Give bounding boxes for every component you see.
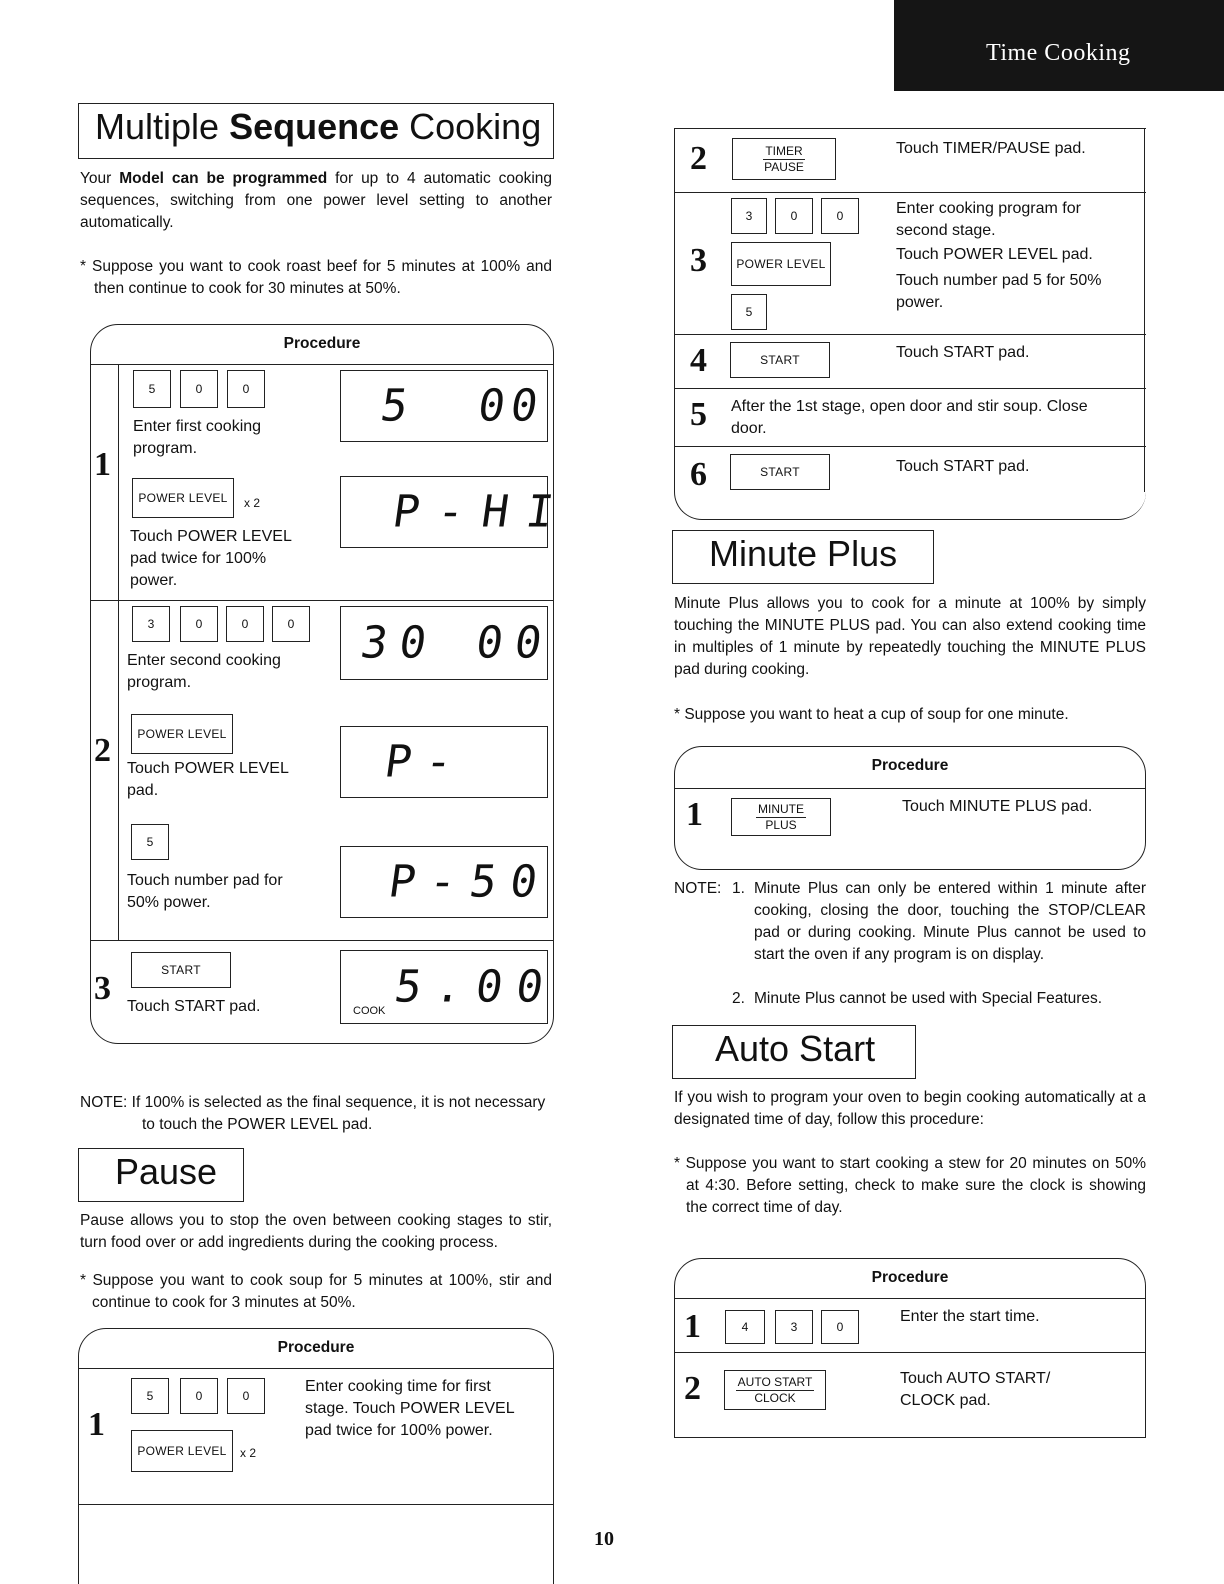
number-pad-5[interactable]: 5 (131, 1378, 169, 1414)
msc-example: * Suppose you want to cook roast beef for 5 minutes at 100% and then continue to cook for 30 minutes at 50%. (80, 258, 552, 297)
display-readout: 30 00 (357, 617, 558, 669)
number-pad-0[interactable]: 0 (227, 1378, 265, 1414)
minute-plus-button[interactable]: MINUTE PLUS (731, 798, 831, 836)
step-number: 5 (690, 396, 707, 433)
auto-start-clock-button[interactable]: AUTO START CLOCK (724, 1370, 826, 1410)
step-instruction: Touch MINUTE PLUS pad. (902, 798, 1093, 815)
step-instruction: Touch START pad. (896, 458, 1030, 475)
number-pad-0[interactable]: 0 (272, 606, 310, 642)
step-instruction: After the 1st stage, open door and stir soup. Close door. (731, 398, 1088, 437)
step-number: 2 (684, 1370, 701, 1407)
start-button[interactable]: START (730, 454, 830, 490)
display-readout: P- (381, 736, 470, 788)
press-count: x 2 (240, 1446, 257, 1460)
step-instruction: Touch START pad. (127, 998, 261, 1015)
number-pad-0[interactable]: 0 (226, 606, 264, 642)
number-pad-5[interactable]: 5 (133, 370, 171, 408)
press-count: x 2 (244, 496, 261, 510)
number-pad-0[interactable]: 0 (775, 198, 813, 234)
step-instruction: Enter the start time. (900, 1308, 1040, 1325)
power-level-button[interactable]: POWER LEVEL (131, 714, 233, 754)
oven-display (340, 370, 548, 442)
timer-pause-button[interactable]: TIMER PAUSE (732, 138, 836, 180)
oven-display (340, 606, 558, 680)
power-level-button[interactable]: POWER LEVEL (731, 242, 831, 286)
step-number: 3 (690, 242, 707, 279)
minute-plus-example: * Suppose you want to heat a cup of soup for one minute. (674, 706, 1069, 723)
number-pad-0[interactable]: 0 (180, 370, 218, 408)
step-instruction: Touch AUTO START/ CLOCK pad. (900, 1370, 1051, 1409)
page-number: 10 (594, 1528, 614, 1550)
number-pad-4[interactable]: 4 (725, 1310, 765, 1344)
note-number: 2. (732, 990, 745, 1007)
number-pad-3[interactable]: 3 (775, 1310, 813, 1344)
step-number: 1 (686, 796, 703, 833)
pause-example: * Suppose you want to cook soup for 5 minutes at 100%, stir and continue to cook for 3 minutes at 50%. (80, 1272, 552, 1311)
multiple-sequence-title: Multiple Sequence Cooking (78, 103, 554, 159)
step-number: 2 (690, 140, 707, 177)
msc-note: NOTE: If 100% is selected as the final sequence, it is not necessary to touch the POWER LEVEL pad. (80, 1094, 546, 1133)
number-pad-0[interactable]: 0 (180, 1378, 218, 1414)
display-readout: 5 00 (377, 380, 548, 432)
procedure-heading: Procedure (871, 757, 949, 774)
step-instruction: Enter cooking time for first stage. Touch POWER LEVEL pad twice for 100% power. (305, 1378, 514, 1439)
minute-plus-note-label: NOTE: (674, 880, 722, 897)
cook-indicator: COOK (353, 1005, 386, 1017)
number-pad-0[interactable]: 0 (227, 370, 265, 408)
start-button[interactable]: START (730, 342, 830, 378)
power-level-button[interactable]: POWER LEVEL (132, 478, 234, 518)
note-number: 1. (732, 880, 745, 897)
step-instruction: Touch number pad for 50% power. (127, 872, 283, 911)
minute-plus-title: Minute Plus (672, 530, 934, 584)
auto-start-example: * Suppose you want to start cooking a stew for 20 minutes on 50% at 4:30. Before setting, check to make sure the clock is showing the correct time of day. (674, 1155, 1146, 1216)
msc-intro: Your Model can be programmed for up to 4 automatic cooking sequences, switching from one power level setting to another automatically. (80, 170, 553, 231)
step-instruction: Enter second cooking program. (127, 652, 281, 691)
minute-plus-body: Minute Plus allows you to cook for a minute at 100% by simply touching the MINUTE PLUS pad. You can also extend cooking time in multiples of 1 minute by repeatedly touching the MINUTE PLUS pad during cooking. (674, 595, 1146, 678)
step-instruction: Touch POWER LEVEL pad. (896, 246, 1093, 263)
display-readout: 5.00 (391, 961, 561, 1013)
step-number: 1 (684, 1308, 701, 1345)
auto-start-body: If you wish to program your oven to begin cooking automatically at a designated time of day, follow this procedure: (674, 1089, 1146, 1128)
pause-body: Pause allows you to stop the oven between cooking stages to stir, turn food over or add ingredients during the cooking process. (80, 1212, 552, 1251)
step-instruction: Enter cooking program for second stage. (896, 200, 1081, 239)
number-pad-3[interactable]: 3 (132, 606, 170, 642)
power-level-button[interactable]: POWER LEVEL (131, 1430, 233, 1472)
minute-plus-note-1: Minute Plus can only be entered within 1 minute after cooking, closing the door, touching the STOP/CLEAR pad or during cooking. Minute Plus cannot be used to start the oven if any program is on display. (754, 880, 1146, 963)
number-pad-0[interactable]: 0 (180, 606, 218, 642)
procedure-heading: Procedure (871, 1269, 949, 1286)
procedure-heading: Procedure (277, 1339, 355, 1356)
step-instruction: Touch START pad. (896, 344, 1030, 361)
step-instruction: Touch POWER LEVEL pad twice for 100% power. (130, 528, 292, 589)
step-instruction: Touch number pad 5 for 50% power. (896, 272, 1102, 311)
step-number: 6 (690, 456, 707, 493)
minute-plus-note-2: Minute Plus cannot be used with Special Features. (754, 990, 1103, 1007)
step-number: 4 (690, 342, 707, 379)
step-number: 2 (94, 732, 111, 769)
oven-display (340, 726, 548, 798)
auto-start-title: Auto Start (672, 1025, 916, 1079)
number-pad-5[interactable]: 5 (131, 824, 169, 860)
step-instruction: Touch POWER LEVEL pad. (127, 760, 289, 799)
step-instruction: Enter first cooking program. (133, 418, 262, 457)
number-pad-5[interactable]: 5 (731, 294, 767, 330)
oven-display (340, 846, 555, 918)
step-instruction: Touch TIMER/PAUSE pad. (896, 140, 1086, 157)
display-readout: P-HI (389, 486, 575, 538)
step-number: 1 (94, 446, 111, 483)
step-number: 1 (88, 1406, 105, 1443)
step-number: 3 (94, 970, 111, 1007)
number-pad-3[interactable]: 3 (731, 198, 767, 234)
oven-display (340, 476, 575, 548)
number-pad-0[interactable]: 0 (821, 1310, 859, 1344)
pause-title: Pause (78, 1148, 244, 1202)
oven-display (340, 950, 561, 1024)
procedure-heading: Procedure (283, 335, 361, 352)
number-pad-0[interactable]: 0 (821, 198, 859, 234)
display-readout: P-50 (385, 856, 555, 908)
start-button[interactable]: START (131, 952, 231, 988)
section-header-tab: Time Cooking (894, 0, 1224, 91)
